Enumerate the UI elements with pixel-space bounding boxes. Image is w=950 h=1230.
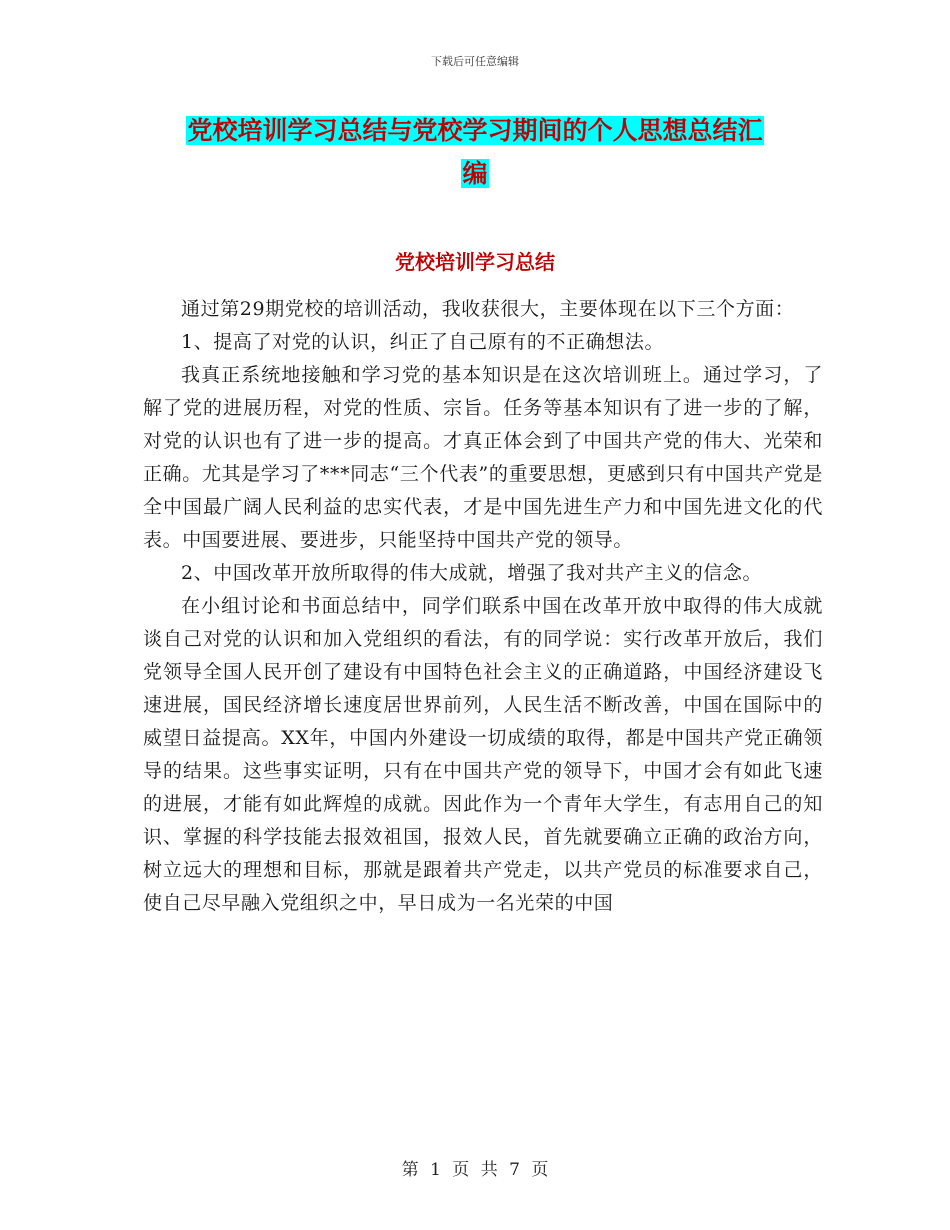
section-heading: 党校培训学习总结 — [395, 250, 555, 274]
document-title-text-1: 党校培训学习总结与党校学习期间的个人思想总结汇 — [187, 116, 763, 145]
page-header-note: 下载后可任意编辑 — [431, 55, 519, 68]
document-body — [143, 293, 823, 920]
document-title-line-1 — [140, 108, 810, 154]
paragraph: 2、中国改革开放所取得的伟大成就，增强了我对共产主义的信念。 — [181, 562, 763, 584]
page-number: 第 1 页 共 7 页 — [401, 1160, 549, 1180]
paragraph: 1、提高了对党的认识，纠正了自己原有的不正确想法。 — [181, 331, 665, 353]
paragraph: 通过第29期党校的培训活动，我收获很大，主要体现在以下三个方面： — [181, 298, 795, 320]
document-title-text-2: 编 — [462, 159, 488, 188]
paragraph: 我真正系统地接触和学习党的基本知识是在这次培训班上。通过学习，了解了党的进展历程，对党的性质、宗旨。任务等基本知识有了进一步的了解，对党的认识也有了进一步的提高。才真正体会到了中国共产党的伟大、光荣和正确。尤其是学习了***同志“三个代表”的重要思想，更感到只有中国共产党是全中国最广阔人民利益的忠实代表，才是中国先进生产力和中国先进文化的代表。中国要进展、要进步，只能坚持中国共产党的领导。 — [143, 364, 823, 551]
document-title-line-2 — [140, 151, 810, 197]
paragraph: 在小组讨论和书面总结中，同学们联系中国在改革开放中取得的伟大成就谈自己对党的认识和加入党组织的看法，有的同学说：实行改革开放后，我们党领导全国人民开创了建设有中国特色社会主义的正确道路，中国经济建设飞速进展，国民经济增长速度居世界前列，人民生活不断改善，中国在国际中的威望日益提高。XX年，中国内外建设一切成绩的取得，都是中国共产党正确领导的结果。这些事实证明，只有在中国共产党的领导下，中国才会有如此飞速的进展，才能有如此辉煌的成就。因此作为一个青年大学生，有志用自己的知识、掌握的科学技能去报效祖国，报效人民，首先就要确立正确的政治方向，树立远大的理想和目标，那就是跟着共产党走，以共产党员的标准要求自己，使自己尽早融入党组织之中，早日成为一名光荣的中国 — [143, 595, 823, 914]
